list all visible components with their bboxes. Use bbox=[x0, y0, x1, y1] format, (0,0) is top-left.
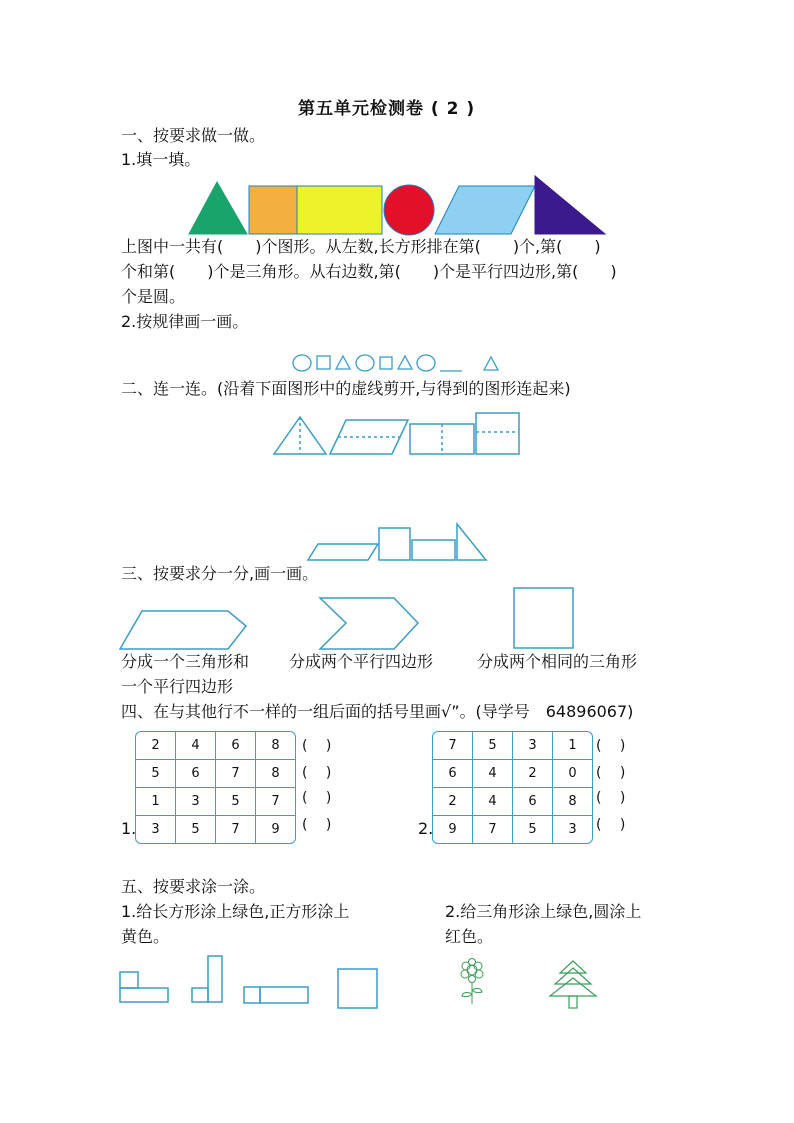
chevron-shape bbox=[320, 598, 418, 649]
grid-cell: 7 bbox=[216, 816, 256, 844]
pattern-circle bbox=[293, 355, 311, 371]
grid1-label: 1. bbox=[121, 819, 137, 838]
grid-cell: 5 bbox=[136, 760, 176, 788]
pattern-triangle bbox=[484, 357, 498, 370]
pattern-triangle bbox=[336, 356, 350, 369]
cap3: 分成两个相同的三角形 bbox=[477, 652, 638, 671]
q5-2-line2: 红色。 bbox=[445, 927, 494, 946]
small-square bbox=[120, 972, 138, 988]
grid-cell: 8 bbox=[256, 760, 296, 788]
cut-pieces-bottom bbox=[306, 520, 491, 562]
section3-heading: 三、按要求分一分,画一画。 bbox=[121, 564, 319, 583]
grid-cell: 2 bbox=[136, 732, 176, 760]
cut-shapes-top bbox=[270, 410, 525, 460]
grid-cell: 7 bbox=[473, 816, 513, 844]
q5-2-line1: 2.给三角形涂上绿色,圆涂上 bbox=[445, 902, 642, 921]
number-grid-1 bbox=[135, 731, 296, 844]
small-square bbox=[244, 987, 260, 1003]
wide-rectangle bbox=[120, 988, 168, 1002]
grid-cell: 9 bbox=[256, 816, 296, 844]
grid-cell: 4 bbox=[473, 760, 513, 788]
answer-paren[interactable]: ( ) bbox=[302, 738, 332, 754]
pentagon-shape bbox=[120, 611, 246, 649]
grid-cell: 5 bbox=[216, 788, 256, 816]
colored-shapes-row bbox=[185, 172, 610, 238]
grid-cell: 7 bbox=[433, 732, 473, 760]
piece-rectangle bbox=[412, 540, 455, 560]
answer-paren[interactable]: ( ) bbox=[596, 738, 626, 754]
grid-cell: 4 bbox=[473, 788, 513, 816]
answer-paren[interactable]: ( ) bbox=[596, 765, 626, 781]
grid-cell: 3 bbox=[513, 732, 553, 760]
grid2-label: 2. bbox=[418, 819, 434, 838]
grid-cell: 8 bbox=[256, 732, 296, 760]
answer-paren[interactable]: ( ) bbox=[302, 817, 332, 833]
pattern-square bbox=[380, 357, 392, 369]
tree-top-triangle bbox=[560, 961, 586, 973]
green-triangle bbox=[189, 182, 247, 234]
section2-heading: 二、连一连。(沿着下面图形中的虚线剪开,与得到的图形连起来) bbox=[121, 379, 571, 398]
cap1-line2: 一个平行四边形 bbox=[121, 677, 234, 696]
grid-cell: 1 bbox=[553, 732, 593, 760]
q1-line2: 个和第( )个是三角形。从右边数,第( )个是平行四边形,第( ) bbox=[121, 262, 617, 281]
section1-heading: 一、按要求做一做。 bbox=[121, 126, 266, 145]
tree-mid-triangle bbox=[555, 968, 591, 984]
answer-paren[interactable]: ( ) bbox=[596, 790, 626, 806]
q2-label: 2.按规律画一画。 bbox=[121, 312, 249, 331]
grid-cell: 8 bbox=[553, 788, 593, 816]
pattern-circle bbox=[356, 355, 374, 371]
grid-cell: 5 bbox=[513, 816, 553, 844]
pattern-triangle bbox=[398, 356, 412, 369]
grid-cell: 6 bbox=[513, 788, 553, 816]
grid-cell: 2 bbox=[433, 788, 473, 816]
yellow-rectangle bbox=[297, 186, 382, 234]
grid-cell: 0 bbox=[553, 760, 593, 788]
q1-line1: 上图中一共有( )个图形。从左数,长方形排在第( )个,第( ) bbox=[121, 237, 601, 256]
grid-cell: 3 bbox=[136, 816, 176, 844]
number-grid-2 bbox=[432, 731, 593, 844]
q5-1-line2: 黄色。 bbox=[121, 927, 170, 946]
piece-triangle bbox=[457, 524, 486, 560]
grid-cell: 3 bbox=[176, 788, 216, 816]
orange-square bbox=[249, 186, 297, 234]
tree-bottom-triangle bbox=[550, 978, 596, 996]
divide-shapes bbox=[118, 586, 578, 652]
long-rectangle bbox=[260, 987, 308, 1003]
flower-drawing bbox=[456, 958, 490, 1006]
grid-cell: 6 bbox=[216, 732, 256, 760]
grid-cell: 2 bbox=[513, 760, 553, 788]
small-square bbox=[192, 988, 208, 1002]
blue-parallelogram bbox=[435, 186, 535, 234]
grid-cell: 5 bbox=[176, 816, 216, 844]
piece-square bbox=[379, 528, 410, 560]
pattern-circle bbox=[417, 355, 435, 371]
grid-cell: 7 bbox=[256, 788, 296, 816]
cap1-line1: 分成一个三角形和 bbox=[121, 652, 250, 671]
answer-paren[interactable]: ( ) bbox=[302, 790, 332, 806]
pattern-sequence bbox=[290, 353, 505, 375]
page-title: 第五单元检测卷 ( 2 ) bbox=[298, 99, 476, 119]
q5-1-line1: 1.给长方形涂上绿色,正方形涂上 bbox=[121, 902, 350, 921]
section4-heading: 四、在与其他行不一样的一组后面的括号里画√”。(导学号 64896067) bbox=[121, 702, 634, 721]
grid-cell: 7 bbox=[216, 760, 256, 788]
tree-trunk bbox=[569, 996, 577, 1008]
piece-parallelogram bbox=[308, 544, 378, 560]
cap2: 分成两个平行四边形 bbox=[289, 652, 434, 671]
answer-paren[interactable]: ( ) bbox=[596, 817, 626, 833]
grid-cell: 5 bbox=[473, 732, 513, 760]
pattern-square bbox=[317, 356, 330, 369]
q1-label: 1.填一填。 bbox=[121, 150, 201, 169]
q1-line3: 个是圆。 bbox=[121, 287, 186, 306]
grid-cell: 6 bbox=[433, 760, 473, 788]
grid-cell: 4 bbox=[176, 732, 216, 760]
grid-cell: 1 bbox=[136, 788, 176, 816]
red-circle bbox=[384, 185, 434, 235]
purple-triangle bbox=[535, 176, 605, 234]
grid-cell: 6 bbox=[176, 760, 216, 788]
tree-drawing bbox=[546, 958, 600, 1010]
section5-heading: 五、按要求涂一涂。 bbox=[121, 877, 266, 896]
grid-cell: 3 bbox=[553, 816, 593, 844]
cut-square bbox=[476, 413, 519, 454]
tall-rectangle bbox=[208, 956, 222, 1002]
big-square bbox=[338, 969, 377, 1008]
answer-paren[interactable]: ( ) bbox=[302, 765, 332, 781]
coloring-shapes bbox=[118, 954, 383, 1012]
big-square bbox=[514, 588, 573, 648]
grid-cell: 9 bbox=[433, 816, 473, 844]
